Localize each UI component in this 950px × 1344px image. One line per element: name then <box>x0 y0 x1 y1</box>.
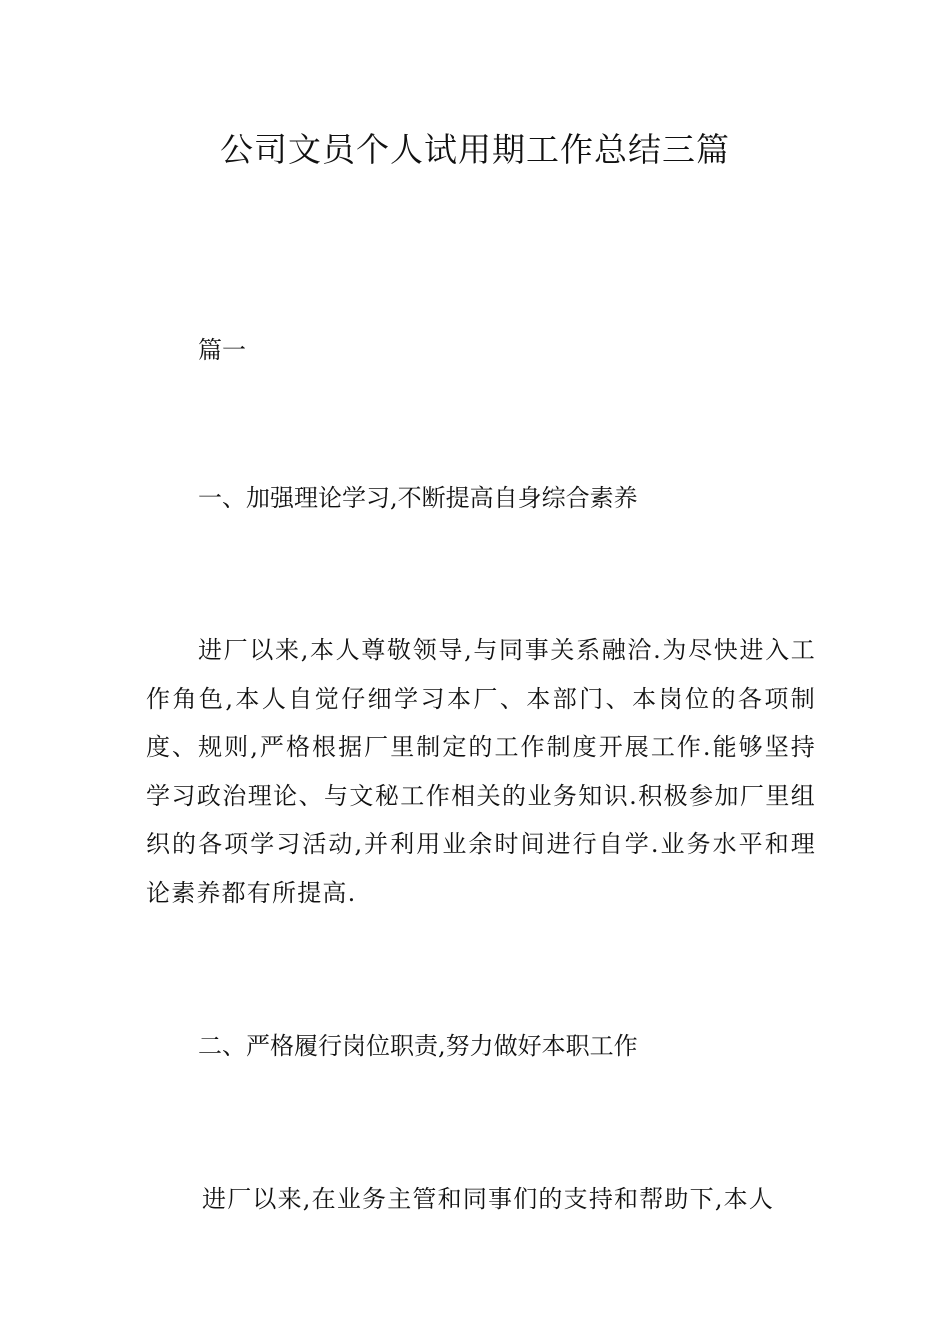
section-heading-1: 一、加强理论学习,不断提高自身综合素养 <box>198 484 638 512</box>
body-paragraph-2: 进厂以来,在业务主管和同事们的支持和帮助下,本人 <box>202 1185 775 1213</box>
body-paragraph-1: 进厂以来,本人尊敬领导,与同事关系融洽.为尽快进入工作角色,本人自觉仔细学习本厂、本部门、本岗位的各项制度、规则,严格根据厂里制定的工作制度开展工作.能够坚持学习政治理论、与文秘工作相关的业务知识.积极参加厂里组织的各项学习活动,并利用业余时间进行自学.业务水平和理论素养都有所提高. <box>146 636 816 907</box>
section-heading-2: 二、严格履行岗位职责,努力做好本职工作 <box>198 1032 638 1060</box>
document-title: 公司文员个人试用期工作总结三篇 <box>220 130 730 169</box>
section-label: 篇一 <box>198 336 246 364</box>
